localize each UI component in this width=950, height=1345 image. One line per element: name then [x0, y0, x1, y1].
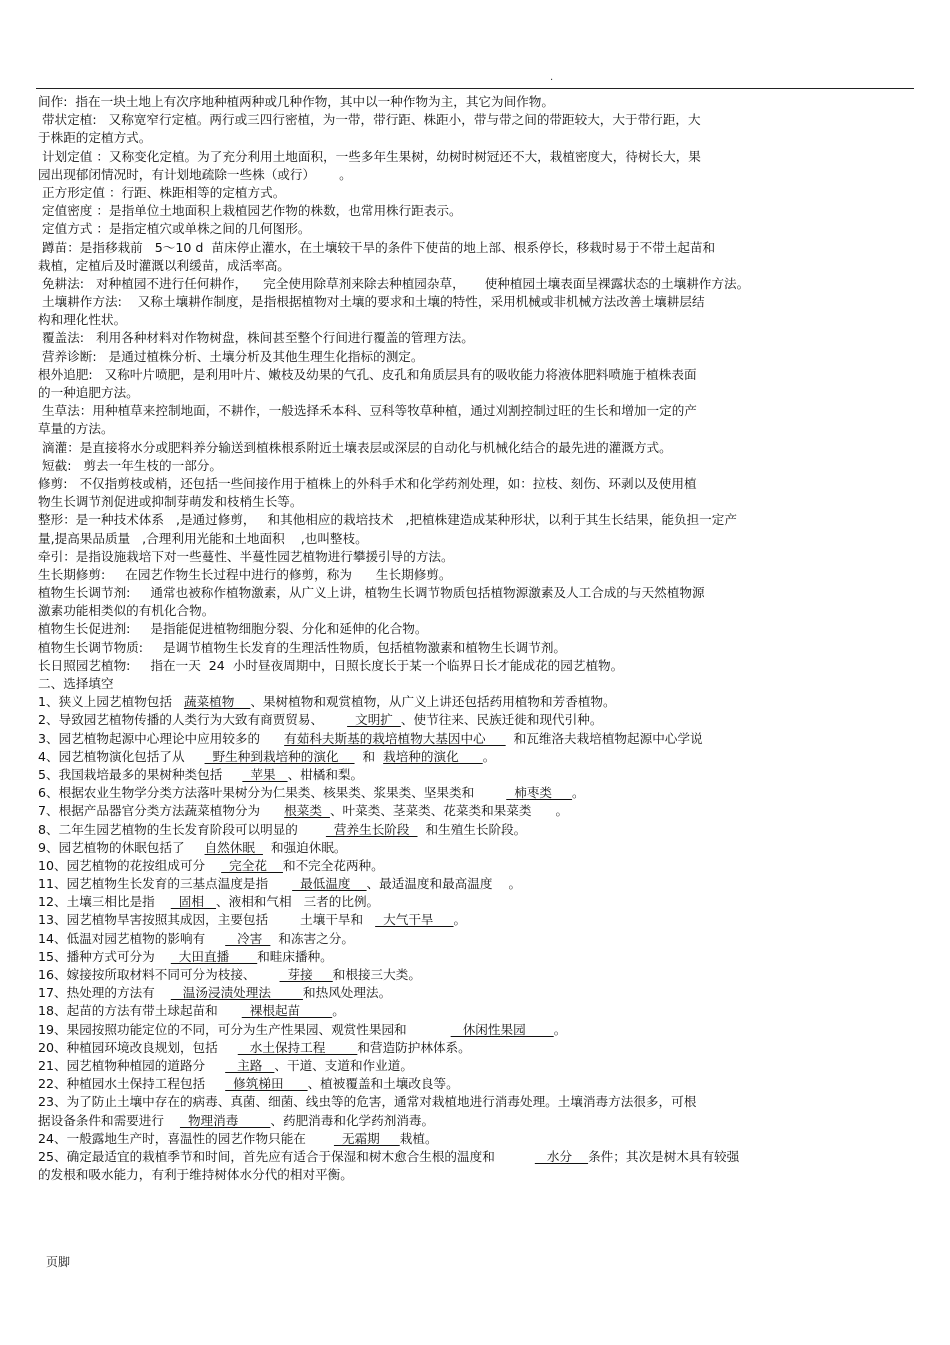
- text-line: [38, 639, 918, 657]
- text-line: [38, 1021, 918, 1039]
- line-text: 4、园艺植物演化包括了从: [38, 748, 205, 764]
- text-line: [38, 293, 918, 311]
- line-text: 。: [332, 1003, 345, 1019]
- text-line: [38, 984, 918, 1002]
- line-text: 营养诊断: 是通过植株分析、土壤分析及其他生理生化指标的测定。: [38, 348, 424, 364]
- text-line: [38, 875, 918, 893]
- text-line: [38, 584, 918, 602]
- text-line: [38, 1002, 918, 1020]
- line-text: 栽植，定植后及时灌溉以利缓苗，成活率高。: [38, 257, 290, 273]
- line-text: 的发根和吸水能力，有利于维持树体水分代的相对平衡。: [38, 1167, 353, 1183]
- line-text: 12、土壤三相比是指: [38, 894, 171, 910]
- text-line: [38, 730, 918, 748]
- text-line: [38, 93, 918, 111]
- line-text: 物生长调节剂促进或抑制芽萌发和枝梢生长等。: [38, 494, 303, 510]
- line-text: 量,提高果品质量 ,合理利用光能和土地面积 ,也叫整枝。: [38, 530, 368, 546]
- line-text: 和营造防护林体系。: [357, 1039, 471, 1055]
- text-line: [38, 311, 918, 329]
- answer-blank: 主路: [225, 1057, 275, 1073]
- answer-blank: 裸根起苗: [241, 1003, 333, 1019]
- answer-blank: 柿枣类: [506, 785, 573, 801]
- answer-blank: 根菜类: [284, 803, 330, 819]
- line-text: 生草法：用种植草来控制地面，不耕作，一般选择禾本科、豆科等牧草种植，通过刈割控制过旺的生长和增加一定的产: [38, 403, 697, 419]
- text-line: [38, 930, 918, 948]
- text-line: [38, 1075, 918, 1093]
- line-text: 和: [354, 748, 384, 764]
- answer-blank: 休闲性果园: [450, 1021, 554, 1037]
- line-text: 、柑橘和梨。: [287, 766, 364, 782]
- text-line: [38, 329, 918, 347]
- line-text: 正方形定值 ：行距、株距相等的定植方式。: [38, 184, 286, 200]
- answer-blank: 无霜期: [333, 1130, 400, 1146]
- line-text: 22、种植园水土保持工程包括: [38, 1076, 226, 1092]
- text-line: [38, 457, 918, 475]
- line-text: 2、导致园艺植物传播的人类行为大致有商贾贸易、: [38, 712, 348, 728]
- text-line: [38, 202, 918, 220]
- text-line: [38, 675, 918, 693]
- text-line: [38, 802, 918, 820]
- line-text: 构和理化性状。: [38, 312, 127, 328]
- answer-blank: 大气干旱: [375, 912, 454, 928]
- line-text: 滴灌：是直接将水分或肥料养分输送到植株根系附近土壤表层或深层的自动化与机械化结合的最先进的灌溉方式。: [38, 439, 672, 455]
- text-line: [38, 129, 918, 147]
- document-body: [38, 93, 918, 1184]
- line-text: 16、嫁接按所取材料不同可分为枝接、: [38, 967, 280, 982]
- line-text: 蹲苗：是指移栽前 5～10 d 苗床停止灌水，在土壤较干旱的条件下使苗的地上部、根系停长，移栽时易于不带土起苗和: [38, 239, 716, 255]
- text-line: [38, 220, 918, 238]
- text-line: [38, 966, 918, 984]
- line-text: 于株距的定植方式。: [38, 130, 152, 146]
- text-line: [38, 821, 918, 839]
- text-line: [38, 1166, 918, 1184]
- line-text: 24、一般露地生产时，喜温性的园艺作物只能在: [38, 1130, 334, 1146]
- text-line: [38, 1057, 918, 1075]
- answer-blank: 栽培种的演化: [383, 748, 483, 764]
- line-text: 计划定值 ：又称变化定植。为了充分利用土地面积，一些多年生果树，幼树时树冠还不大，栽植密度大，待树长大，果: [38, 148, 701, 164]
- answer-blank: 修筑梯田: [225, 1076, 308, 1092]
- line-text: 、叶菜类、茎菜类、花菜类和果菜类 。: [329, 803, 569, 819]
- text-line: [38, 275, 918, 293]
- line-text: 园出现郁闭情况时，有计划地疏除一些株（或行） 。: [38, 166, 352, 182]
- answer-blank: 芽接: [279, 967, 333, 982]
- line-text: 9、园艺植物的休眠包括了: [38, 839, 205, 855]
- text-line: [38, 911, 918, 929]
- line-text: 。: [572, 785, 585, 801]
- text-line: [38, 166, 918, 184]
- answer-blank: 固相: [170, 894, 217, 910]
- line-text: 草量的方法。: [38, 421, 114, 437]
- line-text: 植物生长调节剂: 通常也被称作植物激素，从广义上讲，植物生长调节物质包括植物源激素及人工合成的与天然植物源: [38, 585, 705, 601]
- line-text: 土壤耕作方法: 又称土壤耕作制度，是指根据植物对土壤的要求和土壤的特性，采用机械或非机械方法改善土壤耕层结: [38, 294, 705, 310]
- line-text: 和生殖生长阶段。: [417, 821, 527, 837]
- text-line: [38, 1130, 918, 1148]
- line-text: 栽植。: [399, 1130, 438, 1146]
- line-text: 条件；其次是树木具有较强: [588, 1148, 740, 1164]
- answer-blank: 苹果: [242, 766, 288, 782]
- header-rule: [36, 88, 914, 89]
- line-text: 6、根据农业生物学分类方法落叶果树分为仁果类、核果类、浆果类、坚果类和: [38, 785, 507, 801]
- line-text: 、最适温度和最高温度 。: [366, 876, 522, 892]
- line-text: 覆盖法: 利用各种材料对作物树盘，株间甚至整个行间进行覆盖的管理方法。: [38, 330, 474, 346]
- text-line: [38, 257, 918, 275]
- answer-blank: 文明扩: [347, 712, 401, 728]
- answer-blank: 冷害: [225, 930, 271, 946]
- line-text: 修剪: 不仅指剪枝或梢，还包括一些间接作用于植株上的外科手术和化学药剂处理，如：拉枝、刻伤、环剥以及使用植: [38, 475, 697, 491]
- line-text: 。: [553, 1021, 567, 1037]
- answer-blank: 水分: [534, 1148, 589, 1164]
- text-line: [38, 111, 918, 129]
- text-line: [38, 620, 918, 638]
- line-text: 20、种植园环境改良规划，包括: [38, 1039, 238, 1055]
- text-line: [38, 1148, 918, 1166]
- answer-blank: 蔬菜植物: [183, 694, 251, 710]
- line-text: 根外追肥: 又称叶片喷肥，是利用叶片、嫩枝及幼果的气孔、皮孔和角质层具有的吸收能力将液体肥料喷施于植株表面: [38, 366, 697, 382]
- text-line: [38, 566, 918, 584]
- text-line: [38, 348, 918, 366]
- text-line: [38, 475, 918, 493]
- line-text: 18、起苗的方法有带土球起苗和: [38, 1003, 242, 1019]
- text-line: [38, 602, 918, 620]
- answer-blank: 水土保持工程: [237, 1039, 358, 1055]
- line-text: 。: [453, 912, 467, 928]
- text-line: [38, 893, 918, 911]
- line-text: 生长期修剪: 在园艺作物生长过程中进行的修剪，称为 生长期修剪。: [38, 566, 452, 582]
- line-text: 激素功能相类似的有机化合物。: [38, 603, 215, 619]
- text-line: [38, 948, 918, 966]
- line-text: 牵引：是指设施栽培下对一些蔓性、半蔓性园艺植物进行攀援引导的方法。: [38, 548, 454, 564]
- line-text: 带状定植: 又称宽窄行定植。两行或三四行密植，为一带，带行距、株距小，带与带之间的带距较大，大于带行距，大: [38, 112, 701, 128]
- text-line: [38, 439, 918, 457]
- line-text: 定值密度 ：是指单位土地面积上栽植园艺作物的株数，也常用株行距表示。: [38, 203, 462, 219]
- line-text: 25、确定最适宜的栽植季节和时间，首先应有适合于保湿和树木愈合生根的温度和: [38, 1148, 535, 1164]
- line-text: 整形：是一种技术体系 ,是通过修剪， 和其他相应的栽培技术 ,把植株建造成某种形状，以利于其生长结果，能负担一定产: [38, 512, 737, 528]
- line-text: 23、为了防止土壤中存在的病毒、真菌、细菌、线虫等的危害，通常对栽植地进行消毒处理。土壤消毒方法很多，可根: [38, 1094, 697, 1110]
- line-text: 短截: 剪去一年生枝的一部分。: [38, 457, 222, 473]
- answer-blank: 完全花: [221, 857, 283, 873]
- text-line: [38, 766, 918, 784]
- line-text: 。: [482, 748, 496, 764]
- header-dot: .: [550, 72, 554, 83]
- line-text: 植物生长调节物质: 是调节植物生长发育的生理活性物质，包括植物激素和植物生长调节剂。: [38, 639, 567, 655]
- text-line: [38, 1112, 918, 1130]
- answer-blank: 最低温度: [292, 876, 367, 892]
- answer-blank: 营养生长阶段: [325, 821, 418, 837]
- line-text: 3、园艺植物起源中心理论中应用较多的: [38, 730, 285, 746]
- text-line: [38, 1039, 918, 1057]
- line-text: 、干道、支道和作业道。: [274, 1057, 413, 1073]
- line-text: 和瓦维洛夫栽培植物起源中心学说: [505, 730, 703, 746]
- text-line: [38, 748, 918, 766]
- text-line: [38, 548, 918, 566]
- answer-blank: 大田直播: [170, 948, 258, 964]
- line-text: 间作: 指在一块土地上有次序地种植两种或几种作物，其中以一种作物为主，其它为间作物。: [38, 94, 554, 109]
- line-text: 17、热处理的方法有: [38, 985, 171, 1001]
- answer-blank: 自然休眠: [204, 839, 263, 855]
- text-line: [38, 420, 918, 438]
- text-line: [38, 184, 918, 202]
- line-text: 11、园艺植物生长发育的三基点温度是指: [38, 876, 293, 892]
- text-line: [38, 657, 918, 675]
- line-text: 植物生长促进剂: 是指能促进植物细胞分裂、分化和延伸的化合物。: [38, 621, 428, 637]
- line-text: 10、园艺植物的花按组成可分: [38, 857, 222, 873]
- answer-blank: 野生种到栽培种的演化: [204, 748, 355, 764]
- text-line: [38, 366, 918, 384]
- line-text: 和不完全花两种。: [282, 857, 384, 873]
- line-text: 和强迫休眠。: [262, 839, 347, 855]
- line-text: 5、我国栽培最多的果树种类包括: [38, 766, 243, 782]
- line-text: 7、根据产品器官分类方法蔬菜植物分为: [38, 803, 285, 819]
- line-text: 免耕法: 对种植园不进行任何耕作， 完全使用除草剂来除去种植园杂草， 使种植园土壤表面呈裸露状态的土壤耕作方法。: [38, 275, 750, 291]
- text-line: [38, 402, 918, 420]
- line-text: 和根接三大类。: [332, 967, 421, 982]
- text-line: [38, 493, 918, 511]
- line-text: 、液相和气相 三者的比例。: [216, 894, 380, 910]
- answer-blank: 物理消毒: [179, 1112, 271, 1128]
- text-line: [38, 857, 918, 875]
- line-text: 1、狭义上园艺植物包括: [38, 694, 184, 710]
- line-text: 21、园艺植物种植园的道路分: [38, 1057, 226, 1073]
- text-line: [38, 784, 918, 802]
- line-text: 二、选择填空: [38, 676, 114, 691]
- page-footer: 页脚: [46, 1255, 71, 1269]
- line-text: 13、园艺植物旱害按照其成因，主要包括 土壤干旱和: [38, 912, 376, 928]
- line-text: 、使节往来、民族迁徙和现代引种。: [400, 712, 603, 728]
- text-line: [38, 148, 918, 166]
- line-text: 、果树植物和观赏植物，从广义上讲还包括药用植物和芳香植物。: [250, 694, 616, 710]
- line-text: 15、播种方式可分为: [38, 948, 171, 964]
- text-line: [38, 711, 918, 729]
- line-text: 8、二年生园艺植物的生长发育阶段可以明显的: [38, 821, 326, 837]
- text-line: [38, 384, 918, 402]
- text-line: [38, 511, 918, 529]
- line-text: 和热风处理法。: [303, 985, 392, 1001]
- text-line: [38, 693, 918, 711]
- line-text: 的一种追肥方法。: [38, 385, 139, 400]
- line-text: 、植被覆盖和土壤改良等。: [307, 1076, 459, 1092]
- text-line: [38, 239, 918, 257]
- line-text: 14、低温对园艺植物的影响有: [38, 930, 226, 946]
- text-line: [38, 530, 918, 548]
- line-text: 、药肥消毒和化学药剂消毒。: [270, 1112, 435, 1128]
- line-text: 据设备条件和需要进行: [38, 1112, 180, 1128]
- text-line: [38, 1093, 918, 1111]
- answer-blank: 有茹科夫斯基的栽培植物大基因中心: [284, 730, 506, 746]
- line-text: 和冻害之分。: [270, 930, 354, 946]
- line-text: 和畦床播种。: [257, 948, 333, 964]
- line-text: 长日照园艺植物: 指在一天 24 小时昼夜周期中，日照长度长于某一个临界日长才能成花的园艺植物。: [38, 657, 624, 673]
- line-text: 19、果园按照功能定位的不同，可分为生产性果园、观赏性果园和: [38, 1021, 451, 1037]
- text-line: [38, 839, 918, 857]
- answer-blank: 温汤浸渍处理法: [170, 985, 303, 1001]
- line-text: 定值方式 ：是指定植穴或单株之间的几何图形。: [38, 221, 311, 237]
